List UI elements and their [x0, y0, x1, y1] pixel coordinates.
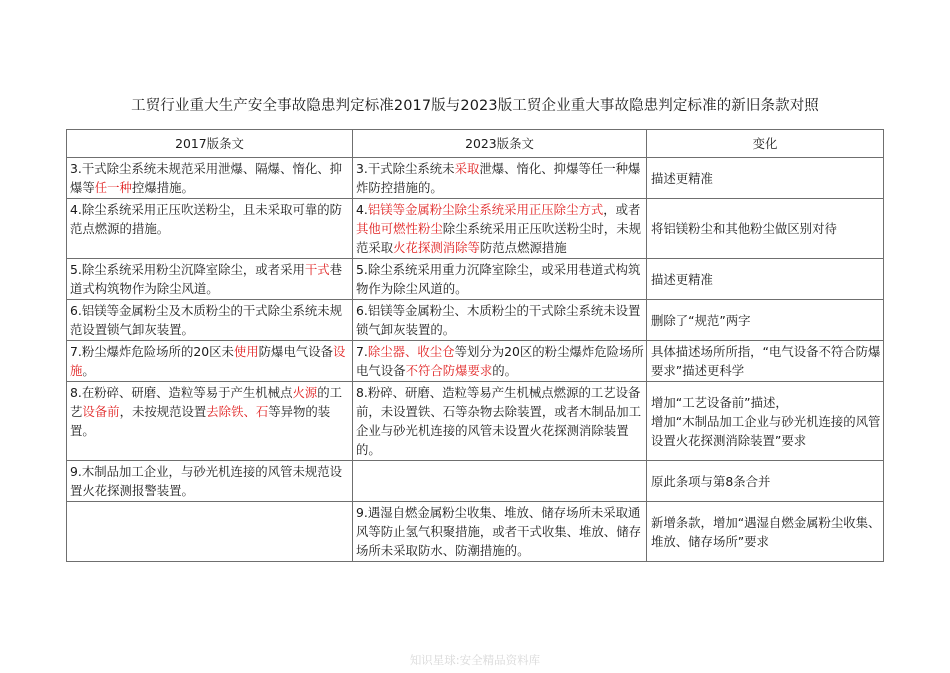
table-body — [67, 158, 884, 562]
clause-text: 巷道式构筑物作为除尘风道。 — [70, 262, 343, 296]
cell-change — [647, 341, 884, 382]
clause-text: 7. — [356, 344, 368, 359]
cell-2023 — [353, 461, 647, 502]
cell-2017 — [67, 382, 353, 461]
highlight-text: 采取 — [454, 161, 480, 176]
cell-2023 — [353, 341, 647, 382]
cell-2017 — [67, 341, 353, 382]
cell-2017 — [67, 502, 353, 562]
cell-2023 — [353, 199, 647, 259]
highlight-text: 干式 — [304, 262, 330, 277]
change-text: 增加“木制品加工企业与砂光机连接的风管设置火花探测消除装置”要求 — [651, 413, 881, 448]
change-text: 将铝镁粉尘和其他粉尘做区别对待 — [651, 221, 837, 236]
cell-2023 — [353, 382, 647, 461]
clause-text: 除尘系统采用正压吹送粉尘时，未规范采取 — [356, 221, 641, 255]
cell-2017 — [67, 461, 353, 502]
clause-text: 5.除尘系统采用粉尘沉降室除尘，或者采用 — [70, 262, 305, 277]
clause-text: 9.木制品加工企业，与砂光机连接的风管未规范设置火花探测报警装置。 — [70, 464, 343, 498]
watermark-footer: 知识星球:安全精品资料库 — [409, 653, 541, 667]
table-row — [67, 461, 884, 502]
clause-text: 防范点燃源措施 — [479, 240, 567, 255]
clause-text: 5.除尘系统采用重力沉降室除尘，或采用巷道式构筑物作为除尘风道的。 — [356, 262, 641, 296]
cell-2023 — [353, 502, 647, 562]
highlight-text: 去除铁、石 — [206, 404, 269, 419]
comparison-table — [66, 129, 884, 562]
cell-2017 — [67, 259, 353, 300]
cell-change — [647, 300, 884, 341]
clause-text: 7.粉尘爆炸危险场所的20区未 — [70, 344, 234, 359]
highlight-text: 火源 — [292, 385, 318, 400]
cell-2023 — [353, 300, 647, 341]
clause-text: 等异物的装置。 — [70, 404, 331, 438]
table-row — [67, 382, 884, 461]
clause-text: 等划分为20区的粉尘爆炸危险场所电气设备 — [356, 344, 644, 378]
highlight-text: 火花探测消除等 — [393, 240, 480, 255]
highlight-text: 其他可燃性粉尘 — [356, 221, 443, 236]
cell-2017 — [67, 199, 353, 259]
clause-text: 9.遇湿自燃金属粉尘收集、堆放、储存场所未采取通风等防止氢气积聚措施，或者干式收集、堆放、储存场所未采取防水、防潮措施的。 — [356, 505, 641, 558]
cell-change — [647, 259, 884, 300]
highlight-text: 除尘器、收尘仓 — [367, 344, 455, 359]
highlight-text: 使用 — [233, 344, 259, 359]
clause-text: ，未按规范设置 — [119, 404, 207, 419]
highlight-text: 任一种 — [94, 180, 132, 195]
clause-text: 8.在粉碎、研磨、造粒等易于产生机械点 — [70, 385, 293, 400]
cell-2017 — [67, 158, 353, 199]
cell-2023 — [353, 259, 647, 300]
clause-text: 4. — [356, 202, 368, 217]
clause-text: 控爆措施。 — [131, 180, 194, 195]
clause-text: 3.干式除尘系统未规范采用泄爆、隔爆、惰化、抑爆等 — [70, 161, 343, 195]
change-text: 具体描述场所所指，“电气设备不符合防爆要求”描述更科学 — [651, 344, 881, 378]
clause-text: 8.粉碎、研磨、造粒等易产生机械点燃源的工艺设备前，未设置铁、石等杂物去除装置，或者木制品加工企业与砂光机连接的风管未设置火花探测消除装置的。 — [356, 385, 641, 457]
header-change: 变化 — [647, 130, 884, 158]
table-row — [67, 341, 884, 382]
clause-text: 泄爆、惰化、抑爆等任一种爆炸防控措施的。 — [356, 161, 641, 195]
cell-2023 — [353, 158, 647, 199]
table-row — [67, 300, 884, 341]
clause-text: 6.铝镁等金属粉尘及木质粉尘的干式除尘系统未规范设置锁气卸灰装置。 — [70, 303, 343, 337]
table-row — [67, 259, 884, 300]
header-2017: 2017版条文 — [67, 130, 353, 158]
document-title: 工贸行业重大生产安全事故隐患判定标准2017版与2023版工贸企业重大事故隐患判定标准的新旧条款对照 — [131, 98, 819, 114]
highlight-text: 设施 — [70, 344, 346, 378]
table-row — [67, 199, 884, 259]
change-text: 删除了“规范”两字 — [651, 312, 751, 328]
cell-change — [647, 158, 884, 199]
change-text: 描述更精准 — [651, 271, 713, 287]
cell-change — [647, 382, 884, 461]
clause-text: 防爆电气设备 — [258, 344, 334, 359]
clause-text: 的。 — [492, 363, 518, 378]
clause-text: 。 — [82, 363, 95, 378]
clause-text: 6.铝镁等金属粉尘、木质粉尘的干式除尘系统未设置锁气卸灰装置的。 — [356, 303, 641, 337]
table-header-row — [67, 130, 884, 158]
change-text: 描述更精准 — [651, 170, 713, 186]
change-text: 新增条款，增加“遇湿自燃金属粉尘收集、堆放、储存场所”要求 — [651, 514, 881, 549]
cell-change — [647, 199, 884, 259]
highlight-text: 铝镁等金属粉尘除尘系统采用正压除尘方式 — [367, 202, 604, 217]
clause-text: 4.除尘系统采用正压吹送粉尘，且未采取可靠的防范点燃源的措施。 — [70, 202, 343, 236]
change-text: 增加“工艺设备前”描述， — [651, 394, 788, 410]
header-2023: 2023版条文 — [353, 130, 647, 158]
highlight-text: 设备前 — [82, 404, 120, 419]
cell-change — [647, 502, 884, 562]
table-row — [67, 502, 884, 562]
highlight-text: 不符合防爆要求 — [405, 363, 493, 378]
clause-text: 3.干式除尘系统未 — [356, 161, 455, 176]
clause-text: 的工艺 — [70, 385, 343, 419]
change-text: 原此条项与第8条合并 — [651, 473, 771, 489]
table-row — [67, 158, 884, 199]
cell-change — [647, 461, 884, 502]
clause-text: ，或者 — [603, 202, 641, 217]
cell-2017 — [67, 300, 353, 341]
